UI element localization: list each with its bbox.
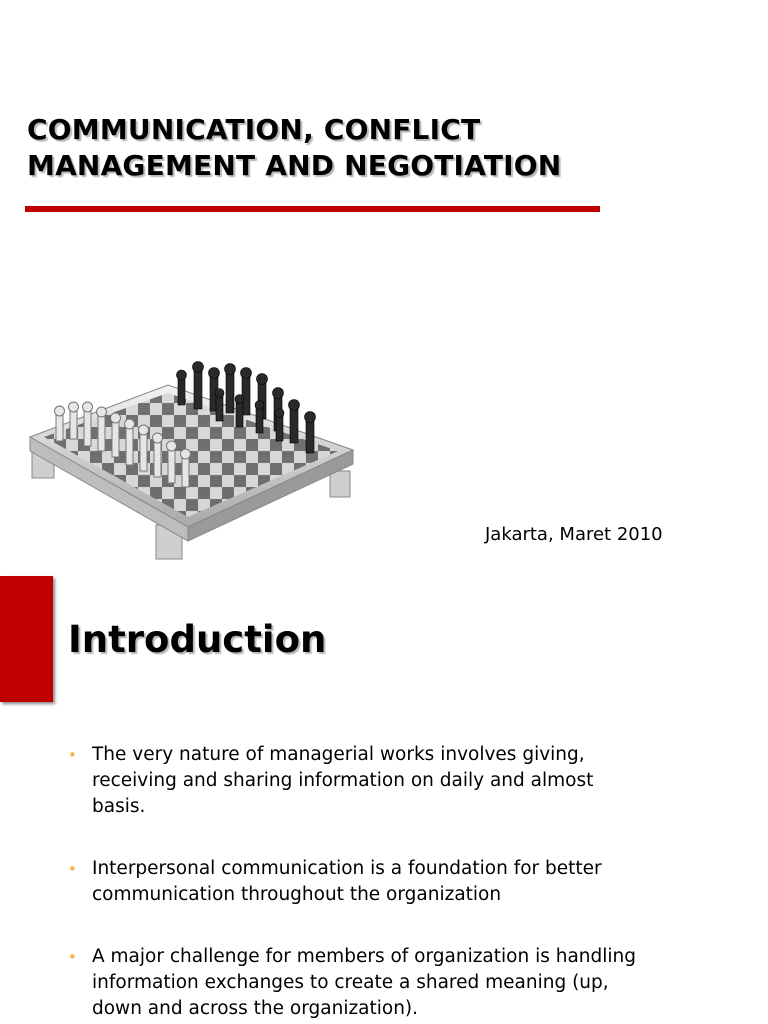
- slide-title: Introduction: [68, 618, 327, 661]
- list-item: [64, 856, 644, 908]
- bullet-list: [64, 742, 644, 1022]
- list-item: [64, 742, 644, 820]
- bullet-dot-icon: •: [68, 948, 77, 966]
- accent-bar: [0, 576, 53, 702]
- location-date: Jakarta, Maret 2010: [485, 524, 663, 545]
- bullet-text: The very nature of managerial works involves giving, receiving and sharing information on daily and almost basis.: [92, 744, 594, 817]
- bullet-dot-icon: •: [68, 746, 77, 764]
- list-item: [64, 944, 644, 1022]
- chessboard-illustration: [18, 355, 363, 570]
- slide-title: COMMUNICATION, CONFLICT MANAGEMENT AND NEGOTIATION: [27, 113, 562, 182]
- bullet-text: Interpersonal communication is a foundation for better communication throughout the organization: [92, 858, 602, 905]
- title-underline: [25, 206, 600, 212]
- introduction-slide: [0, 576, 768, 1024]
- bullet-dot-icon: •: [68, 860, 77, 878]
- bullet-text: A major challenge for members of organization is handling information exchanges to create a shared meaning (up, down and across the organization).: [92, 946, 637, 1019]
